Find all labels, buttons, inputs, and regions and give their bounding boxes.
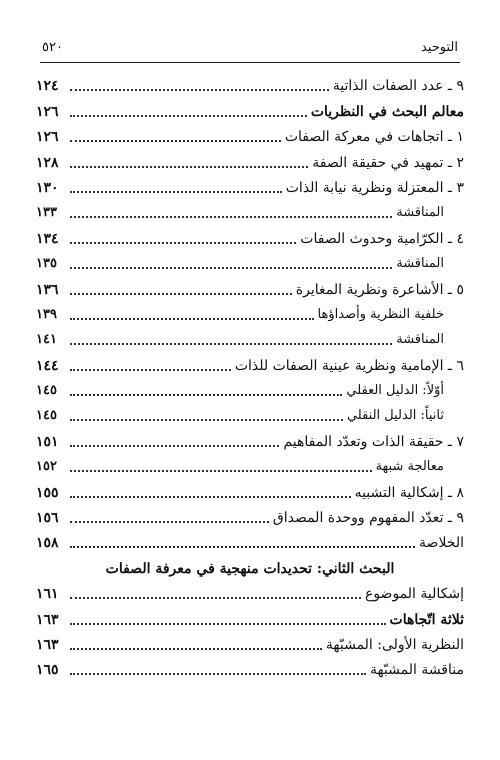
- toc-entry-title: المناقشة: [396, 332, 444, 348]
- dot-leader: [70, 596, 361, 599]
- toc-entry: [36, 527, 464, 552]
- dot-leader: [70, 266, 392, 269]
- toc-entry: [36, 375, 464, 400]
- dot-leader: [70, 292, 292, 295]
- toc-entry-title: ١ ـ اتجاهات في معركة الصفات: [284, 129, 464, 146]
- toc-entry-page: ١٦٣: [36, 611, 59, 628]
- toc-entry-page: ١٢٤: [36, 78, 59, 95]
- toc-entry: [36, 502, 464, 527]
- toc-entry-title: ٤ ـ الكرّامية وحدوث الصفات: [300, 230, 464, 247]
- toc-entry: [36, 425, 464, 450]
- toc-entry-page: ١٢٨: [36, 154, 59, 171]
- toc-entry-title: معالجة شبهة: [375, 459, 444, 475]
- toc-entry: [36, 146, 464, 171]
- toc-section-heading: [36, 552, 464, 577]
- toc-entry: [36, 70, 464, 95]
- toc-entry-page: ١٦١: [36, 586, 59, 603]
- toc-entry-title: ٨ ـ إشكالية التشبيه: [354, 484, 464, 501]
- toc-entry-page: ١٦٥: [36, 662, 59, 679]
- toc-entry: [36, 299, 464, 324]
- dot-leader: [70, 114, 307, 117]
- toc-entry-title: الخلاصة: [419, 535, 464, 552]
- toc-entry: [36, 654, 464, 679]
- toc-entry: [36, 324, 464, 349]
- toc-entry: [36, 222, 464, 247]
- toc-entry-title: النظرية الأولى: المشبّهة: [325, 636, 464, 653]
- toc-entry: [36, 476, 464, 501]
- toc-entry-page: ١٥٦: [36, 510, 59, 527]
- toc-entry: [36, 629, 464, 654]
- toc-entry-title: ثلاثة اتّجاهات: [389, 611, 464, 628]
- toc-entry-page: ١٦٣: [36, 636, 59, 653]
- header-book-title: التوحيد: [421, 40, 458, 55]
- toc-entry: [36, 248, 464, 273]
- dot-leader: [70, 622, 386, 625]
- toc-entry-page: ١٤١: [36, 332, 57, 348]
- toc-entry: [36, 121, 464, 146]
- dot-leader: [70, 190, 282, 193]
- toc-entry: [36, 197, 464, 222]
- dot-leader: [70, 418, 343, 421]
- toc-entry-page: ١٥٨: [36, 535, 59, 552]
- toc-entry-page: ١٣٩: [36, 306, 57, 322]
- dot-leader: [70, 139, 281, 142]
- dot-leader: [70, 342, 392, 345]
- toc-entry-title: مناقشة المشبّهة: [369, 662, 464, 679]
- dot-leader: [70, 647, 322, 650]
- toc-entry-title: ٧ ـ حقيقة الذات وتعدّد المفاهيم: [283, 433, 464, 450]
- dot-leader: [70, 88, 329, 91]
- toc-entry: [36, 451, 464, 476]
- header-page-number: ٥٢٠: [42, 40, 63, 55]
- dot-leader: [70, 215, 392, 218]
- toc-entry-title: البحث الثاني: تحديدات منهجية في معرفة الصفات: [105, 560, 395, 577]
- toc-entry: [36, 603, 464, 628]
- running-header: [40, 40, 460, 63]
- toc-entry: [36, 578, 464, 603]
- toc-entry-title: ٢ ـ تمهيد في حقيقة الصفة: [312, 154, 464, 171]
- toc-entry-page: ١٢٦: [36, 129, 59, 146]
- toc-entry-title: ٦ ـ الإمامية ونظرية عينية الصفات للذات: [234, 357, 464, 374]
- toc-entry-page: ١٣٦: [36, 281, 59, 298]
- toc-entry-title: معالم البحث في النظريات: [310, 103, 464, 120]
- dot-leader: [70, 241, 296, 244]
- toc-entry-title: المناقشة: [396, 205, 444, 221]
- dot-leader: [70, 444, 279, 447]
- dot-leader: [70, 368, 231, 371]
- toc-entry-page: ١٣٥: [36, 256, 57, 272]
- dot-leader: [70, 672, 366, 675]
- toc-entry: [36, 349, 464, 374]
- toc-entry-page: ١٢٦: [36, 103, 59, 120]
- toc-entry: [36, 95, 464, 120]
- toc-entry-page: ١٣٤: [36, 230, 59, 247]
- toc-entry-title: ٩ ـ عدد الصفات الذاتية: [332, 78, 464, 95]
- toc-entry-title: أوّلاً: الدليل العقلي: [346, 383, 444, 399]
- dot-leader: [70, 495, 351, 498]
- toc-entry-title: ٩ ـ تعدّد المفهوم ووحدة المصداق: [272, 510, 464, 527]
- toc-entry: [36, 273, 464, 298]
- toc-entry-page: ١٤٥: [36, 383, 57, 399]
- table-of-contents: [36, 70, 464, 679]
- toc-entry-title: خلفية النظرية وأصداؤها: [317, 306, 444, 322]
- toc-entry-page: ١٣٠: [36, 179, 59, 196]
- dot-leader: [70, 520, 269, 523]
- dot-leader: [70, 545, 415, 548]
- toc-entry-page: ١٥٢: [36, 459, 57, 475]
- toc-entry-page: ١٥٥: [36, 484, 59, 501]
- toc-entry-page: ١٤٤: [36, 357, 59, 374]
- toc-entry-title: المناقشة: [396, 256, 444, 272]
- toc-entry-title: ٣ ـ المعتزلة ونظرية نيابة الذات: [285, 179, 464, 196]
- dot-leader: [70, 165, 308, 168]
- toc-entry-page: ١٥١: [36, 433, 59, 450]
- toc-entry-page: ١٤٥: [36, 408, 57, 424]
- toc-entry-title: إشكالية الموضوع: [364, 586, 464, 603]
- toc-entry: [36, 172, 464, 197]
- toc-entry: [36, 400, 464, 425]
- toc-entry-page: ١٣٣: [36, 205, 57, 221]
- dot-leader: [70, 469, 372, 472]
- toc-entry-title: ثانياً: الدليل النقلي: [346, 408, 444, 424]
- dot-leader: [70, 317, 314, 320]
- toc-entry-title: ٥ ـ الأشاعرة ونظرية المغايرة: [295, 281, 464, 298]
- dot-leader: [70, 393, 342, 396]
